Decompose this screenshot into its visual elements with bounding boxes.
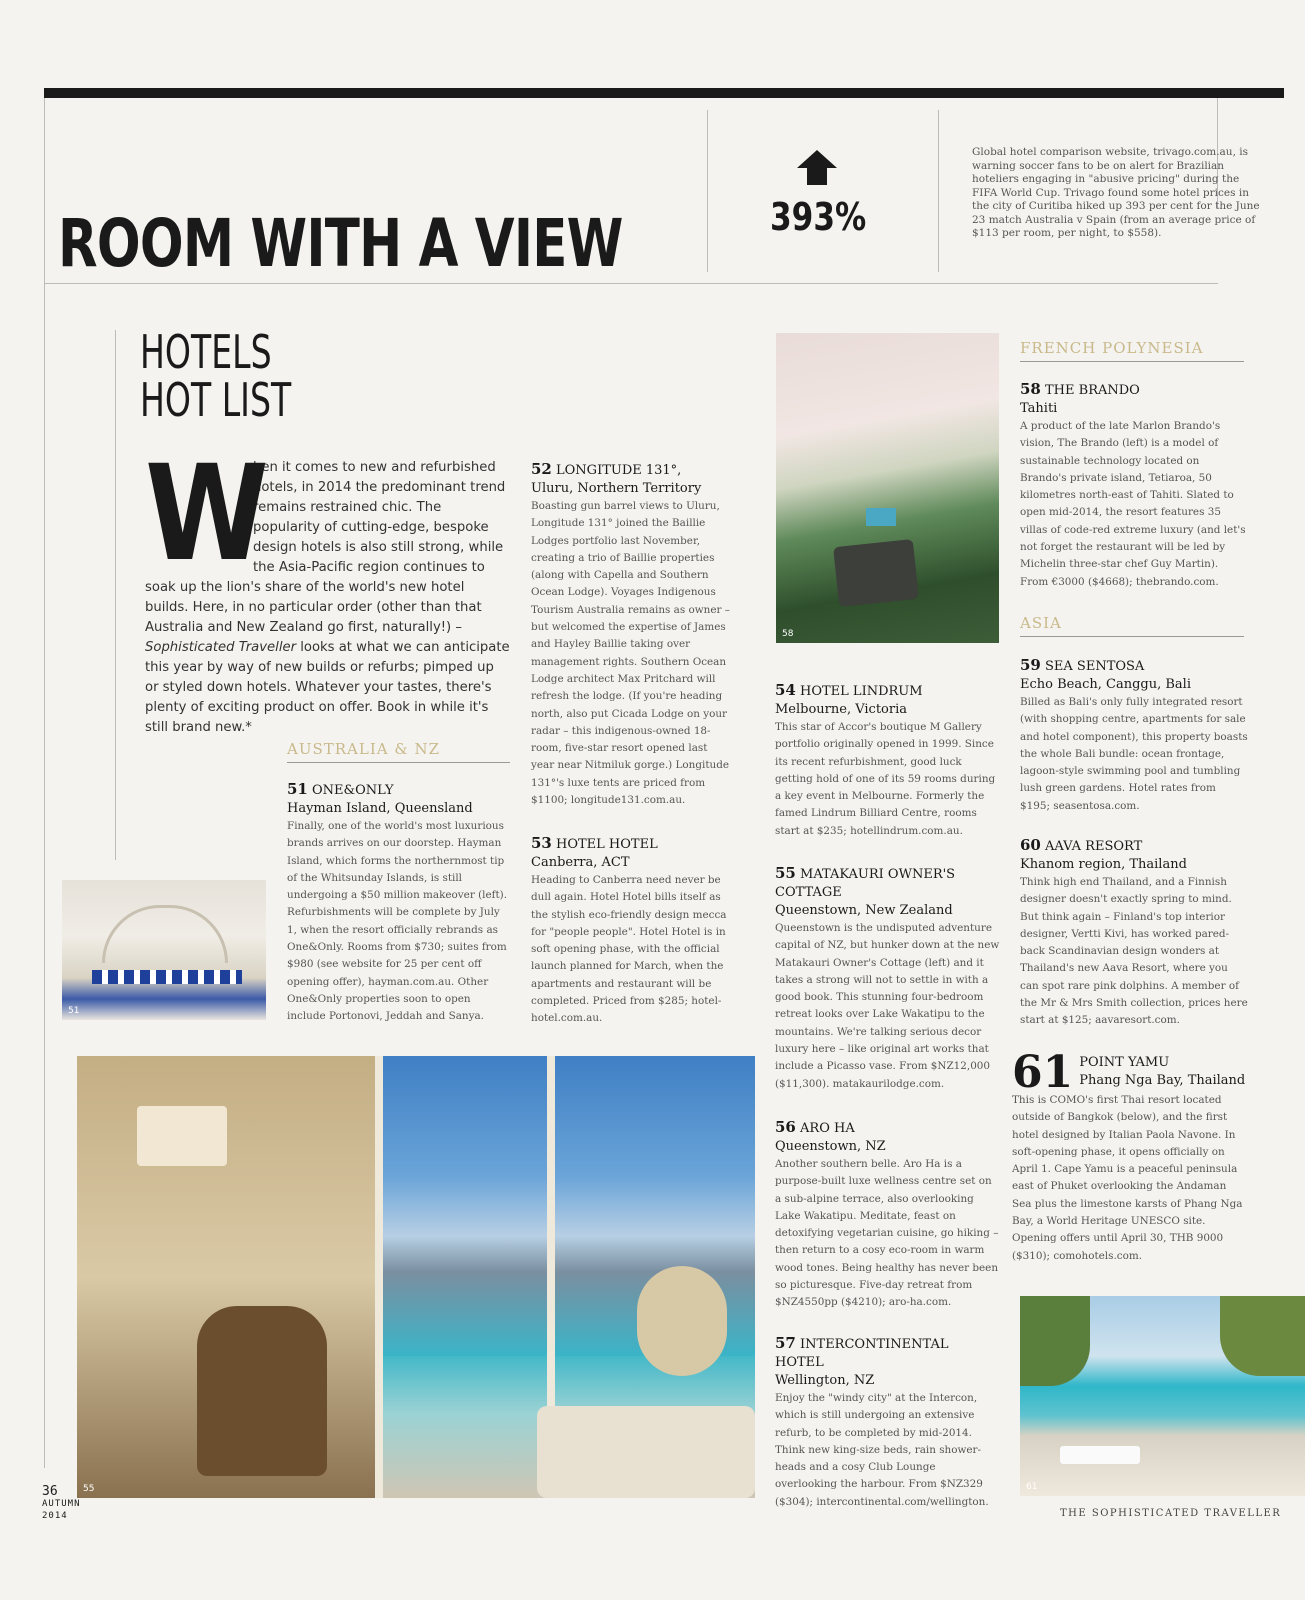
entry-body: Another southern belle. Aro Ha is a purpose-built luxe wellness centre set on a sub-alpine terrace, also overlooking Lake Wakatipu. Meditate, feast on detoxifying vegetarian cuisine, go hiking – then return to a cosy eco-room in warm wood tones. Being healthy has never been so picturesque. Five-day retreat from $NZ4550pp ($4210); aro-ha.com. <box>775 1158 999 1309</box>
entry-name: HOTEL HOTEL <box>556 837 658 852</box>
entry-location: Melbourne, Victoria <box>775 702 907 717</box>
photo-tree-right <box>1220 1296 1305 1376</box>
intro-text-2: looks at what we can anticipate this year by way of new builds or refurbs; pimped up or styled down hotels. Whatever your tastes, there's plenty of exciting product on offer. Book in while it's still brand new.* <box>145 640 510 735</box>
photo-lamp <box>137 1106 227 1166</box>
photo-pattern <box>92 970 242 984</box>
photo-vase <box>637 1266 727 1376</box>
photo-caption: 61 <box>1026 1482 1038 1492</box>
entry-location: Canberra, ACT <box>531 855 630 870</box>
section-title <box>140 325 292 427</box>
top-rule <box>44 88 1284 98</box>
entry-60 <box>1020 836 1248 1030</box>
footer-year: 2014 <box>42 1511 68 1521</box>
entry-body: This star of Accor's boutique M Gallery portfolio originally opened in 1999. Since its recent refurbishment, good luck getting hold of one of its 59 rooms during a key event in Melbourne. Formerly the famed Lindrum Billiard Centre, rooms start at $235; hotellindrum.com.au. <box>775 721 996 837</box>
region-heading-fp: FRENCH POLYNESIA <box>1020 339 1244 362</box>
photo-tree-left <box>1020 1296 1090 1386</box>
magazine-name: THE SOPHISTICATED TRAVELLER <box>1060 1508 1282 1519</box>
stat-divider-right <box>938 110 939 272</box>
entry-name: POINT YAMU <box>1079 1055 1170 1070</box>
page-footer-left <box>42 1486 81 1522</box>
stat-divider-left <box>707 110 708 272</box>
entry-body: Queenstown is the undisputed adventure capital of NZ, but hunker down at the new Matakauri Owner's Cottage (left) and it takes a strong will not to settle in with a good book. This stunning four-bedroom retreat looks over Lake Wakatipu to the mountains. We're talking serious decor luxury here – like original art works that include a Picasso vase. From $NZ12,000 ($11,300). matakaurilodge.com. <box>775 922 1000 1090</box>
entry-number: 53 <box>531 834 552 852</box>
entry-number: 60 <box>1020 836 1041 854</box>
stat-value: 393% <box>770 195 867 239</box>
photo-lounger <box>1060 1446 1140 1464</box>
entry-name: ARO HA <box>800 1121 855 1136</box>
up-arrow-icon-stem <box>807 167 827 185</box>
entry-61 <box>1012 1047 1248 1265</box>
entry-58 <box>1020 380 1248 591</box>
entry-location: Uluru, Northern Territory <box>531 481 702 496</box>
entry-name: LONGITUDE 131°, <box>556 463 682 478</box>
region-heading-asia: ASIA <box>1020 614 1244 637</box>
photo-matakauri <box>77 1056 755 1498</box>
entry-location: Queenstown, New Zealand <box>775 903 953 918</box>
page-number: 36 <box>42 1484 58 1499</box>
entry-name: AAVA RESORT <box>1045 839 1143 854</box>
photo-chair <box>197 1306 327 1476</box>
entry-body: Think high end Thailand, and a Finnish designer doesn't exactly spring to mind. But think again – Finland's top interior designer, Vertti Kivi, has worked pared-back Scandinavian design wonders at Thailand's new Aava Resort, where you can spot rare pink dolphins. A member of the Mr & Mrs Smith collection, prices here start at $125; aavaresort.com. <box>1020 876 1248 1027</box>
entry-name: ONE&ONLY <box>312 783 394 798</box>
entry-body: Heading to Canberra need never be dull again. Hotel Hotel bills itself as the stylish eco-friendly design mecca for "people people". Hotel Hotel is in soft opening phase, with the official launch planned for March, when the apartments and restaurant will be completed. Priced from $285; hotel-hotel.com.au. <box>531 874 727 1025</box>
entry-52 <box>531 460 731 809</box>
entry-body: A product of the late Marlon Brando's vision, The Brando (left) is a model of sustainable technology located on Brando's private island, Tetiaroa, 50 kilometres north-east of Tahiti. Slated to open mid-2014, the resort features 35 villas of code-red extreme luxury (and let's not forget the restaurant will be led by Michelin three-star chef Guy Martin). From €3000 ($4668); thebrando.com. <box>1020 420 1246 588</box>
photo-window-frame-1 <box>375 1056 383 1498</box>
entry-body: Enjoy the "windy city" at the Intercon, which is still undergoing an extensive refurb, to be completed by mid-2014. Think new king-size beds, rain shower-heads and a cosy Club Lounge overlooking the harbour. From $NZ329 ($304); intercontinental.com/wellington. <box>775 1392 989 1508</box>
entry-body: Billed as Bali's only fully integrated resort (with shopping centre, apartments for sale and hotel component), this property boasts the whole Bali bundle: ocean frontage, lagoon-style swimming pool and tumbling lush green gardens. Hotel rates from $195; seasentosa.com. <box>1020 696 1248 812</box>
entry-body: Boasting gun barrel views to Uluru, Longitude 131° joined the Baillie Lodges portfolio last November, creating a trio of Baillie properties (along with Capella and Southern Ocean Lodge). Voyages Indigenous Tourism Australia remains as owner – but welcomed the expertise of James and Hayley Baillie taking over management rights. Southern Ocean Lodge architect Max Pritchard will refresh the lodge. (If you're heading north, also put Cicada Lodge on your radar – this indigenous-owned 18-room, five-star resort opened last year near Nitmiluk gorge.) Longitude 131°'s luxe tents are priced from $1100; longitude131.com.au. <box>531 500 730 807</box>
header-bottom-rule <box>44 283 1218 284</box>
entry-number: 59 <box>1020 656 1041 674</box>
entry-location: Echo Beach, Canggu, Bali <box>1020 677 1191 692</box>
entry-body: This is COMO's first Thai resort located outside of Bangkok (below), and the first hotel designed by Italian Paola Navone. In soft-opening phase, it opens officially on April 1. Cape Yamu is a peaceful peninsula east of Phuket overlooking the Andaman Sea plus the limestone karsts of Phang Nga Bay, a World Heritage UNESCO site. Opening offers until April 30, THB 9000 ($310); comohotels.com. <box>1012 1094 1243 1262</box>
photo-pool <box>866 508 896 526</box>
photo-caption: 58 <box>782 629 794 639</box>
entry-54 <box>775 681 1000 840</box>
entry-56 <box>775 1118 1000 1312</box>
entry-name: SEA SENTOSA <box>1045 659 1145 674</box>
entry-number: 54 <box>775 681 796 699</box>
entry-number: 56 <box>775 1118 796 1136</box>
entry-number-large: 61 <box>1012 1047 1074 1098</box>
photo-caption: 55 <box>83 1484 95 1494</box>
stat-description: Global hotel comparison website, trivago.com.au, is warning soccer fans to be on alert for Brazilian hoteliers engaging in "abusive pricing" during the FIFA World Cup. Trivago found some hotel prices in the city of Curitiba hiked up 393 per cent for the June 23 match Australia v Spain (from an average price of $113 per room, per night, to $558). <box>972 146 1260 239</box>
photo-roof <box>833 539 919 607</box>
entry-location: Wellington, NZ <box>775 1373 875 1388</box>
entry-55 <box>775 864 1000 1093</box>
entry-location: Phang Nga Bay, Thailand <box>1079 1073 1246 1088</box>
intro-emphasis: Sophisticated Traveller <box>145 640 297 655</box>
entry-name: MATAKAURI OWNER'S COTTAGE <box>775 867 956 900</box>
entry-57 <box>775 1334 1000 1511</box>
left-rule <box>44 98 45 1468</box>
entry-body: Finally, one of the world's most luxurious brands arrives on our doorstep. Hayman Island, which forms the northernmost tip of the Whitsunday Islands, is still undergoing a $50 million makeover (left). Refurbishments will be complete by July 1, when the resort officially rebrands as One&Only. Rooms from $730; suites from $980 (see website for 25 per cent off opening offer), hayman.com.au. Other One&Only properties soon to open include Portonovi, Jeddah and Sanya. <box>287 820 507 1023</box>
intro-text-1: hen it comes to new and refurbished hotels, in 2014 the predominant trend remains restrained chic. The popularity of cutting-edge, bespoke design hotels is also still strong, while the Asia-Pacific region continues to soak up the lion's share of the world's new hotel builds. Here, in no particular order (other than that Australia and New Zealand go first, naturally!) – <box>145 460 506 635</box>
intro-paragraph <box>145 437 510 738</box>
entry-number: 55 <box>775 864 796 882</box>
drop-cap: W <box>145 437 269 591</box>
footer-season: AUTUMN <box>42 1499 81 1509</box>
entry-location: Khanom region, Thailand <box>1020 857 1187 872</box>
section-title-line1: HOTELS <box>140 325 272 379</box>
entry-number: 57 <box>775 1334 796 1352</box>
entry-location: Tahiti <box>1020 401 1058 416</box>
up-arrow-icon <box>797 150 837 168</box>
page-title: ROOM WITH A VIEW <box>58 205 623 282</box>
entry-53 <box>531 834 731 1028</box>
entry-number: 58 <box>1020 380 1041 398</box>
entry-location: Queenstown, NZ <box>775 1139 886 1154</box>
entry-name: HOTEL LINDRUM <box>800 684 923 699</box>
region-heading-aus: AUSTRALIA & NZ <box>287 740 510 763</box>
photo-the-brando <box>776 333 999 643</box>
entry-number: 51 <box>287 780 308 798</box>
entry-51 <box>287 780 509 1026</box>
photo-one-and-only <box>62 880 266 1020</box>
photo-caption: 51 <box>68 1006 80 1016</box>
section-title-line2: HOT LIST <box>140 373 292 427</box>
photo-point-yamu <box>1020 1296 1305 1496</box>
photo-ottoman <box>537 1406 755 1498</box>
entry-name: INTERCONTINENTAL HOTEL <box>775 1337 949 1370</box>
entry-number: 52 <box>531 460 552 478</box>
entry-59 <box>1020 656 1248 815</box>
entry-name: THE BRANDO <box>1045 383 1140 398</box>
entry-location: Hayman Island, Queensland <box>287 801 473 816</box>
section-rule <box>115 330 116 860</box>
photo-archway <box>102 905 228 963</box>
